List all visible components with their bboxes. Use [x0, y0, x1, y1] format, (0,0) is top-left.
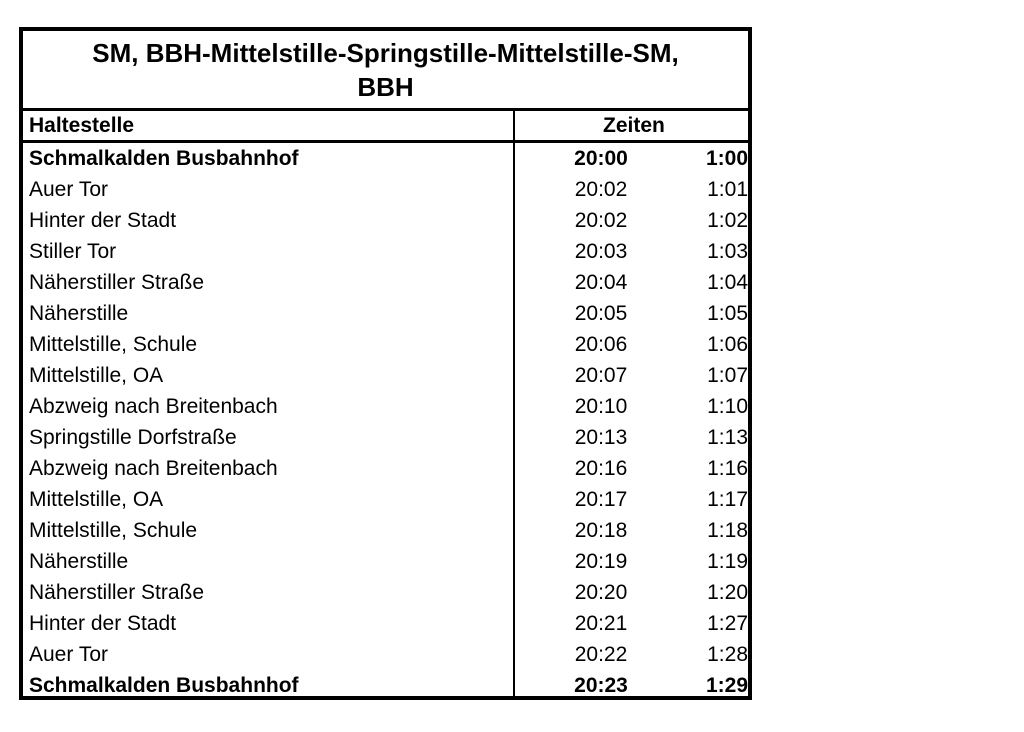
departure-time-night: 1:19	[707, 550, 748, 573]
departure-time-evening: 20:00	[574, 147, 628, 170]
header-stop: Haltestelle	[29, 114, 135, 137]
stop-name: Hinter der Stadt	[29, 612, 177, 635]
table-row	[23, 329, 748, 360]
stop-name: Näherstille	[29, 550, 129, 573]
timetable-rows	[23, 143, 748, 701]
stop-name: Mittelstille, OA	[29, 488, 164, 511]
stop-name: Abzweig nach Breitenbach	[29, 457, 278, 480]
stop-name: Näherstille	[29, 302, 129, 325]
departure-time-evening: 20:21	[574, 612, 628, 635]
table-row	[23, 484, 748, 515]
stop-name: Näherstiller Straße	[29, 581, 205, 604]
table-row	[23, 670, 748, 701]
departure-time-night: 1:29	[705, 674, 748, 697]
stop-name: Schmalkalden Busbahnhof	[29, 674, 299, 697]
timetable-title	[23, 31, 748, 111]
stop-name: Springstille Dorfstraße	[29, 426, 237, 449]
departure-time-evening: 20:10	[574, 395, 628, 418]
departure-time-evening: 20:02	[574, 209, 628, 232]
departure-time-night: 1:18	[707, 519, 748, 542]
departure-time-night: 1:03	[707, 240, 748, 263]
header-times: Zeiten	[603, 114, 665, 137]
table-row	[23, 267, 748, 298]
stop-name: Abzweig nach Breitenbach	[29, 395, 278, 418]
departure-time-night: 1:01	[707, 178, 748, 201]
table-row	[23, 205, 748, 236]
departure-time-night: 1:06	[707, 333, 748, 356]
departure-time-night: 1:16	[707, 457, 748, 480]
stop-name: Mittelstille, Schule	[29, 333, 198, 356]
title-line-2: BBH	[357, 72, 414, 102]
departure-time-evening: 20:19	[574, 550, 628, 573]
departure-time-night: 1:10	[707, 395, 748, 418]
stop-name: Schmalkalden Busbahnhof	[29, 147, 299, 170]
departure-time-night: 1:00	[705, 147, 748, 170]
table-row	[23, 422, 748, 453]
departure-time-evening: 20:13	[574, 426, 628, 449]
stop-name: Hinter der Stadt	[29, 209, 177, 232]
departure-time-night: 1:27	[707, 612, 748, 635]
departure-time-evening: 20:18	[574, 519, 628, 542]
table-row	[23, 639, 748, 670]
departure-time-evening: 20:06	[574, 333, 628, 356]
table-row	[23, 174, 748, 205]
stop-name: Auer Tor	[29, 178, 108, 201]
stop-name: Näherstiller Straße	[29, 271, 205, 294]
departure-time-evening: 20:04	[574, 271, 628, 294]
departure-time-evening: 20:02	[574, 178, 628, 201]
stop-name: Stiller Tor	[29, 240, 117, 263]
departure-time-night: 1:20	[707, 581, 748, 604]
departure-time-evening: 20:20	[574, 581, 628, 604]
stop-name: Auer Tor	[29, 643, 108, 666]
departure-time-night: 1:17	[707, 488, 748, 511]
departure-time-night: 1:05	[707, 302, 748, 325]
table-row	[23, 143, 748, 174]
departure-time-evening: 20:22	[574, 643, 628, 666]
departure-time-evening: 20:23	[574, 674, 628, 697]
table-row	[23, 453, 748, 484]
departure-time-evening: 20:03	[574, 240, 628, 263]
timetable-sheet	[19, 27, 752, 700]
stop-name: Mittelstille, OA	[29, 364, 164, 387]
table-row	[23, 577, 748, 608]
departure-time-night: 1:28	[707, 643, 748, 666]
departure-time-evening: 20:16	[574, 457, 628, 480]
stop-name: Mittelstille, Schule	[29, 519, 198, 542]
table-row	[23, 391, 748, 422]
departure-time-evening: 20:17	[574, 488, 628, 511]
table-row	[23, 515, 748, 546]
departure-time-evening: 20:07	[574, 364, 628, 387]
title-line-1: SM, BBH-Mittelstille-Springstille-Mittelstille-SM,	[92, 38, 679, 68]
departure-time-night: 1:04	[707, 271, 748, 294]
departure-time-evening: 20:05	[574, 302, 628, 325]
table-header	[23, 111, 748, 143]
departure-time-night: 1:07	[707, 364, 748, 387]
table-row	[23, 236, 748, 267]
departure-time-night: 1:02	[707, 209, 748, 232]
table-row	[23, 360, 748, 391]
table-row	[23, 608, 748, 639]
table-row	[23, 546, 748, 577]
table-row	[23, 298, 748, 329]
departure-time-night: 1:13	[707, 426, 748, 449]
